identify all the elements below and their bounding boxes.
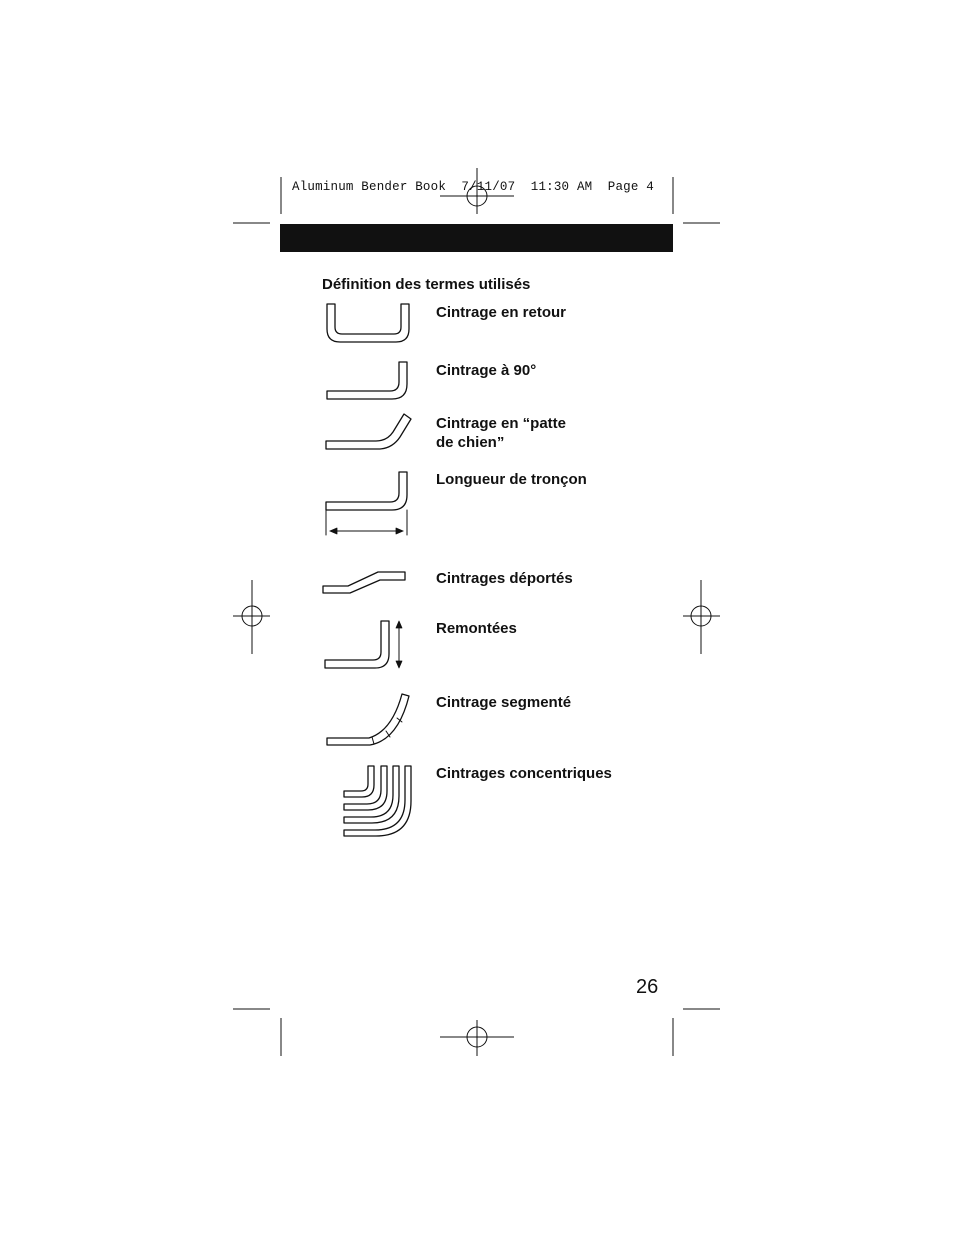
term-longueur-troncon: Longueur de tronçon bbox=[436, 471, 587, 488]
dog-leg-bend-illustration bbox=[326, 414, 411, 449]
stub-length-illustration bbox=[326, 472, 407, 535]
kick-bend-illustration bbox=[325, 621, 402, 668]
term-cintrage-90: Cintrage à 90° bbox=[436, 362, 537, 379]
term-remontees: Remontées bbox=[436, 620, 517, 637]
segmented-bend-illustration bbox=[327, 694, 409, 745]
ninety-degree-bend-illustration bbox=[327, 362, 407, 399]
concentric-bends-illustration bbox=[344, 766, 411, 836]
offset-bend-illustration bbox=[323, 572, 405, 593]
u-bend-illustration bbox=[327, 304, 409, 342]
term-cintrages-deportes: Cintrages déportés bbox=[436, 570, 573, 587]
term-cintrage-en-retour: Cintrage en retour bbox=[436, 304, 567, 321]
term-cintrages-concentriques: Cintrages concentriques bbox=[436, 765, 612, 782]
print-slug: Aluminum Bender Book 7/11/07 11:30 AM Page 4 bbox=[292, 180, 654, 194]
page-number: 26 bbox=[636, 976, 659, 998]
section-heading: Définition des termes utilisés bbox=[322, 276, 531, 293]
term-cintrage-segmente: Cintrage segmenté bbox=[436, 694, 572, 711]
term-patte-de-chien: Cintrage en “patte de chien” bbox=[436, 415, 567, 451]
